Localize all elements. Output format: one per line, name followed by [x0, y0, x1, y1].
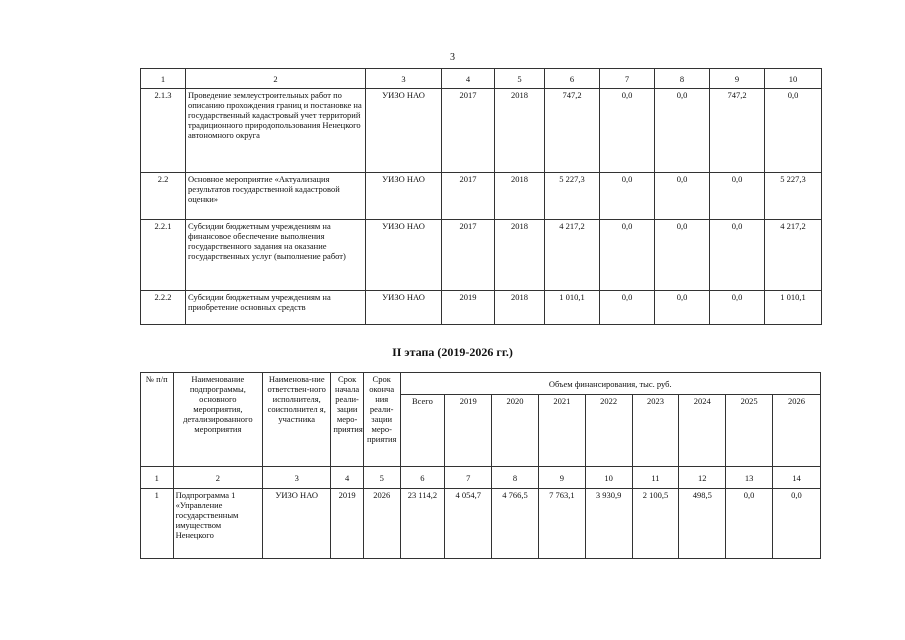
value: 0,0: [655, 173, 710, 220]
col-num: 14: [772, 467, 820, 489]
start-year: 2017: [442, 89, 495, 173]
col-num: 7: [600, 69, 655, 89]
item-number: 2.2.2: [141, 291, 186, 325]
col-num: 2: [173, 467, 263, 489]
col-num: 3: [366, 69, 442, 89]
item-name: Основное мероприятие «Актуализация результатов государственной кадастровой оценки»: [186, 173, 366, 220]
value: 0,0: [765, 89, 822, 173]
start-year: 2019: [331, 489, 364, 559]
item-name: Подпрограмма 1 «Управление государственным имуществом Ненецкого: [173, 489, 263, 559]
year-header: 2019: [445, 395, 492, 467]
value: 0,0: [600, 220, 655, 291]
table-row: [141, 489, 821, 559]
col-num: 11: [632, 467, 679, 489]
end-year: 2018: [495, 89, 545, 173]
section-title: II этапа (2019-2026 гг.): [392, 345, 513, 359]
year-header: 2022: [585, 395, 632, 467]
value: 0,0: [710, 173, 765, 220]
value: 4 766,5: [492, 489, 539, 559]
value: 0,0: [655, 89, 710, 173]
value: 747,2: [545, 89, 600, 173]
header-name: Наименование подпрограммы, основного мероприятия, детализированного мероприятия: [173, 373, 263, 467]
page-number: 3: [450, 52, 455, 63]
value: 4 054,7: [445, 489, 492, 559]
start-year: 2019: [442, 291, 495, 325]
col-num: 10: [585, 467, 632, 489]
item-name: Субсидии бюджетным учреждениям на финансовое обеспечение выполнения государственного задания на оказание государственных услуг (выполнение работ): [186, 220, 366, 291]
value: 0,0: [600, 291, 655, 325]
executor: УИЗО НАО: [366, 173, 442, 220]
col-num: 8: [655, 69, 710, 89]
start-year: 2017: [442, 220, 495, 291]
item-name: Проведение землеустроительных работ по описанию прохождения границ и постановке на государственный кадастровый учет территорий традиционного природопользования Ненецкого автономного округа: [186, 89, 366, 173]
start-year: 2017: [442, 173, 495, 220]
header-start: Срок начала реали-зации меро-приятия: [331, 373, 364, 467]
item-name: Субсидии бюджетным учреждениям на приобретение основных средств: [186, 291, 366, 325]
value: 0,0: [772, 489, 820, 559]
item-number: 2.1.3: [141, 89, 186, 173]
value: 1 010,1: [765, 291, 822, 325]
value: 0,0: [726, 489, 773, 559]
value: 0,0: [710, 291, 765, 325]
financing-table-stage1: [140, 68, 822, 325]
end-year: 2026: [363, 489, 400, 559]
year-header: Всего: [400, 395, 445, 467]
col-num: 4: [331, 467, 364, 489]
col-num: 12: [679, 467, 726, 489]
year-header: 2024: [679, 395, 726, 467]
col-num: 4: [442, 69, 495, 89]
executor: УИЗО НАО: [263, 489, 331, 559]
value: 4 217,2: [545, 220, 600, 291]
col-num: 5: [363, 467, 400, 489]
item-number: 1: [141, 489, 174, 559]
column-number-row: [141, 69, 822, 89]
col-num: 6: [545, 69, 600, 89]
value: 5 227,3: [765, 173, 822, 220]
year-header: 2021: [538, 395, 585, 467]
value: 4 217,2: [765, 220, 822, 291]
value: 0,0: [710, 220, 765, 291]
col-num: 1: [141, 467, 174, 489]
value: 7 763,1: [538, 489, 585, 559]
item-number: 2.2.1: [141, 220, 186, 291]
col-num: 1: [141, 69, 186, 89]
executor: УИЗО НАО: [366, 89, 442, 173]
value: 498,5: [679, 489, 726, 559]
value: 0,0: [600, 89, 655, 173]
executor: УИЗО НАО: [366, 220, 442, 291]
financing-table-stage2: [140, 372, 821, 559]
table-row: [141, 291, 822, 325]
end-year: 2018: [495, 173, 545, 220]
col-num: 6: [400, 467, 445, 489]
value-total: 23 114,2: [400, 489, 445, 559]
value: 0,0: [600, 173, 655, 220]
col-num: 9: [710, 69, 765, 89]
header-end: Срок оконча ния реали-зации меро-приятия: [363, 373, 400, 467]
col-num: 13: [726, 467, 773, 489]
table-row: [141, 220, 822, 291]
col-num: 7: [445, 467, 492, 489]
col-num: 3: [263, 467, 331, 489]
header-financing: Объем финансирования, тыс. руб.: [400, 373, 820, 395]
end-year: 2018: [495, 291, 545, 325]
year-header: 2020: [492, 395, 539, 467]
value: 1 010,1: [545, 291, 600, 325]
col-num: 10: [765, 69, 822, 89]
col-num: 5: [495, 69, 545, 89]
column-number-row: [141, 467, 821, 489]
executor: УИЗО НАО: [366, 291, 442, 325]
table-row: [141, 173, 822, 220]
value: 0,0: [655, 291, 710, 325]
table-row: [141, 89, 822, 173]
col-num: 8: [492, 467, 539, 489]
header-row: [141, 373, 821, 395]
value: 2 100,5: [632, 489, 679, 559]
year-header: 2025: [726, 395, 773, 467]
value: 747,2: [710, 89, 765, 173]
header-number: № п/п: [141, 373, 174, 467]
value: 0,0: [655, 220, 710, 291]
year-header: 2023: [632, 395, 679, 467]
year-header: 2026: [772, 395, 820, 467]
col-num: 2: [186, 69, 366, 89]
value: 3 930,9: [585, 489, 632, 559]
header-executor: Наименова-ние ответствен-ного исполнителя, соисполнител я, участника: [263, 373, 331, 467]
item-number: 2.2: [141, 173, 186, 220]
end-year: 2018: [495, 220, 545, 291]
col-num: 9: [538, 467, 585, 489]
value: 5 227,3: [545, 173, 600, 220]
